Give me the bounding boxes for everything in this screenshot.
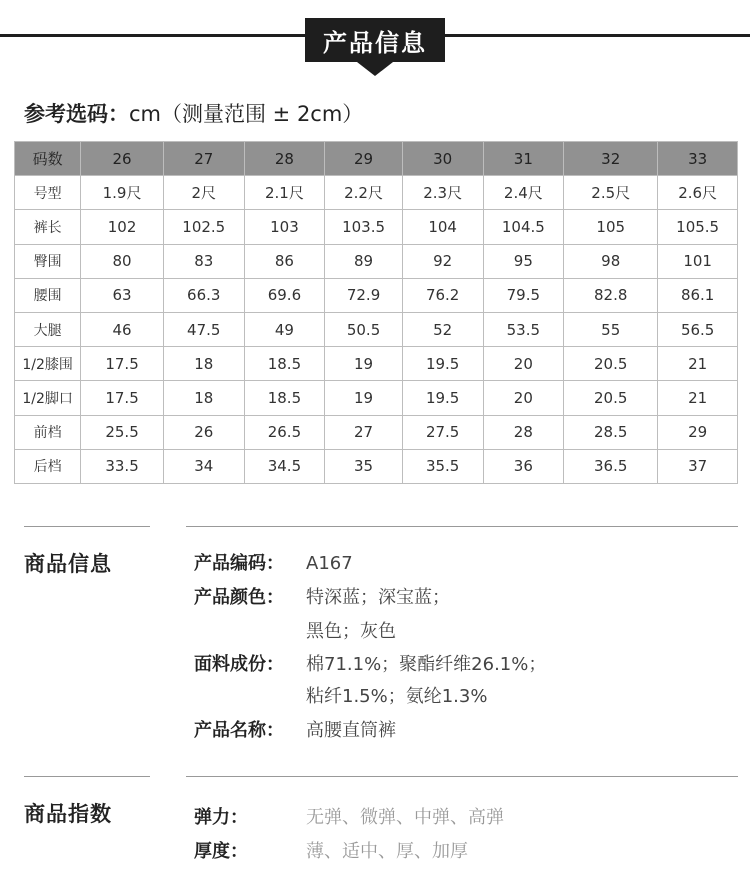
table-cell: 19 bbox=[325, 347, 403, 381]
reference-label: 参考选码： bbox=[24, 102, 129, 126]
size-header-cell: 29 bbox=[325, 142, 403, 176]
row-label: 大腿 bbox=[15, 312, 81, 346]
table-cell: 29 bbox=[658, 415, 738, 449]
table-cell: 56.5 bbox=[658, 312, 738, 346]
table-row bbox=[15, 381, 738, 415]
row-label: 腰围 bbox=[15, 278, 81, 312]
divider-right bbox=[186, 526, 738, 527]
table-cell: 33.5 bbox=[81, 449, 164, 483]
table-cell: 18.5 bbox=[244, 347, 325, 381]
table-cell: 2.1尺 bbox=[244, 176, 325, 210]
row-label: 1/2膝围 bbox=[15, 347, 81, 381]
table-cell: 18 bbox=[163, 381, 244, 415]
table-cell: 17.5 bbox=[81, 381, 164, 415]
table-cell: 66.3 bbox=[163, 278, 244, 312]
elastic-row bbox=[194, 803, 504, 829]
table-cell: 17.5 bbox=[81, 347, 164, 381]
table-cell: 18.5 bbox=[244, 381, 325, 415]
product-code-row bbox=[194, 549, 353, 575]
product-name-label: 产品名称： bbox=[194, 720, 284, 741]
product-name-value: 高腰直筒裤 bbox=[306, 720, 396, 741]
table-row bbox=[15, 449, 738, 483]
table-cell: 35.5 bbox=[402, 449, 483, 483]
size-header-label: 码数 bbox=[15, 142, 81, 176]
table-cell: 20 bbox=[483, 347, 564, 381]
table-cell: 105.5 bbox=[658, 210, 738, 244]
divider-right-2 bbox=[186, 776, 738, 777]
size-header-cell: 30 bbox=[402, 142, 483, 176]
product-info-title: 商品信息 bbox=[24, 552, 112, 576]
divider-left-2 bbox=[24, 776, 150, 777]
product-color-value: 特深蓝；深宝蓝； bbox=[306, 587, 450, 608]
size-table bbox=[14, 141, 738, 484]
table-cell: 36 bbox=[483, 449, 564, 483]
table-cell: 86 bbox=[244, 244, 325, 278]
table-cell: 19.5 bbox=[402, 347, 483, 381]
product-fabric-value-cont: 粘纤1.5%；氨纶1.3% bbox=[306, 686, 488, 707]
table-row bbox=[15, 312, 738, 346]
table-cell: 80 bbox=[81, 244, 164, 278]
table-cell: 20 bbox=[483, 381, 564, 415]
table-cell: 102.5 bbox=[163, 210, 244, 244]
product-code-value: A167 bbox=[306, 553, 353, 574]
table-cell: 69.6 bbox=[244, 278, 325, 312]
table-cell: 28 bbox=[483, 415, 564, 449]
table-row bbox=[15, 347, 738, 381]
size-header-cell: 31 bbox=[483, 142, 564, 176]
elastic-label: 弹力： bbox=[194, 807, 248, 828]
table-cell: 35 bbox=[325, 449, 403, 483]
product-fabric-label: 面料成份： bbox=[194, 654, 284, 675]
table-cell: 101 bbox=[658, 244, 738, 278]
product-fabric-row bbox=[194, 650, 546, 676]
row-label: 号型 bbox=[15, 176, 81, 210]
table-cell: 2.2尺 bbox=[325, 176, 403, 210]
table-cell: 2.6尺 bbox=[658, 176, 738, 210]
table-cell: 21 bbox=[658, 347, 738, 381]
table-cell: 49 bbox=[244, 312, 325, 346]
banner-stripe-left bbox=[0, 34, 310, 37]
product-color-value-cont: 黑色；灰色 bbox=[306, 621, 396, 642]
row-label: 后档 bbox=[15, 449, 81, 483]
table-cell: 79.5 bbox=[483, 278, 564, 312]
product-color-row bbox=[194, 583, 450, 609]
product-name-row bbox=[194, 716, 396, 742]
table-cell: 28.5 bbox=[564, 415, 658, 449]
table-cell: 34 bbox=[163, 449, 244, 483]
table-row bbox=[15, 415, 738, 449]
table-cell: 20.5 bbox=[564, 347, 658, 381]
thickness-label: 厚度： bbox=[194, 841, 248, 862]
table-cell: 27 bbox=[325, 415, 403, 449]
table-cell: 1.9尺 bbox=[81, 176, 164, 210]
product-fabric-value: 棉71.1%；聚酯纤维26.1%； bbox=[306, 654, 547, 675]
table-cell: 26 bbox=[163, 415, 244, 449]
row-label: 裤长 bbox=[15, 210, 81, 244]
table-cell: 95 bbox=[483, 244, 564, 278]
table-cell: 63 bbox=[81, 278, 164, 312]
table-cell: 50.5 bbox=[325, 312, 403, 346]
table-cell: 37 bbox=[658, 449, 738, 483]
table-cell: 102 bbox=[81, 210, 164, 244]
size-header-cell: 33 bbox=[658, 142, 738, 176]
table-cell: 83 bbox=[163, 244, 244, 278]
table-cell: 52 bbox=[402, 312, 483, 346]
table-cell: 27.5 bbox=[402, 415, 483, 449]
product-index-title: 商品指数 bbox=[24, 802, 112, 826]
product-color-label: 产品颜色： bbox=[194, 587, 284, 608]
table-cell: 26.5 bbox=[244, 415, 325, 449]
size-header-cell: 26 bbox=[81, 142, 164, 176]
table-cell: 53.5 bbox=[483, 312, 564, 346]
table-cell: 2.4尺 bbox=[483, 176, 564, 210]
table-cell: 25.5 bbox=[81, 415, 164, 449]
table-cell: 82.8 bbox=[564, 278, 658, 312]
row-label: 臀围 bbox=[15, 244, 81, 278]
table-row bbox=[15, 278, 738, 312]
table-cell: 36.5 bbox=[564, 449, 658, 483]
table-cell: 34.5 bbox=[244, 449, 325, 483]
table-cell: 2.5尺 bbox=[564, 176, 658, 210]
table-cell: 92 bbox=[402, 244, 483, 278]
table-cell: 104.5 bbox=[483, 210, 564, 244]
table-cell: 72.9 bbox=[325, 278, 403, 312]
banner-title: 产品信息 bbox=[323, 28, 427, 57]
table-cell: 104 bbox=[402, 210, 483, 244]
table-cell: 103.5 bbox=[325, 210, 403, 244]
row-label: 前档 bbox=[15, 415, 81, 449]
table-cell: 86.1 bbox=[658, 278, 738, 312]
size-table-header-row bbox=[15, 142, 738, 176]
banner-stripe-right bbox=[440, 34, 750, 37]
product-code-label: 产品编码： bbox=[194, 553, 284, 574]
table-row bbox=[15, 210, 738, 244]
table-cell: 89 bbox=[325, 244, 403, 278]
table-cell: 103 bbox=[244, 210, 325, 244]
table-cell: 19.5 bbox=[402, 381, 483, 415]
table-cell: 2尺 bbox=[163, 176, 244, 210]
table-cell: 19 bbox=[325, 381, 403, 415]
thickness-value: 薄、适中、厚、加厚 bbox=[306, 841, 468, 862]
row-label: 1/2脚口 bbox=[15, 381, 81, 415]
elastic-value: 无弹、微弹、中弹、高弹 bbox=[306, 807, 504, 828]
size-header-cell: 32 bbox=[564, 142, 658, 176]
size-header-cell: 28 bbox=[244, 142, 325, 176]
size-reference-note bbox=[24, 98, 363, 128]
table-cell: 55 bbox=[564, 312, 658, 346]
table-cell: 20.5 bbox=[564, 381, 658, 415]
table-row bbox=[15, 176, 738, 210]
table-cell: 21 bbox=[658, 381, 738, 415]
divider-left bbox=[24, 526, 150, 527]
reference-text: cm（测量范围 ± 2cm） bbox=[129, 102, 364, 126]
table-cell: 46 bbox=[81, 312, 164, 346]
table-cell: 98 bbox=[564, 244, 658, 278]
size-header-cell: 27 bbox=[163, 142, 244, 176]
table-cell: 47.5 bbox=[163, 312, 244, 346]
table-cell: 76.2 bbox=[402, 278, 483, 312]
table-cell: 2.3尺 bbox=[402, 176, 483, 210]
thickness-row bbox=[194, 837, 468, 863]
table-cell: 105 bbox=[564, 210, 658, 244]
table-cell: 18 bbox=[163, 347, 244, 381]
table-row bbox=[15, 244, 738, 278]
banner-arrow-icon bbox=[357, 62, 393, 76]
section-banner bbox=[305, 18, 445, 62]
